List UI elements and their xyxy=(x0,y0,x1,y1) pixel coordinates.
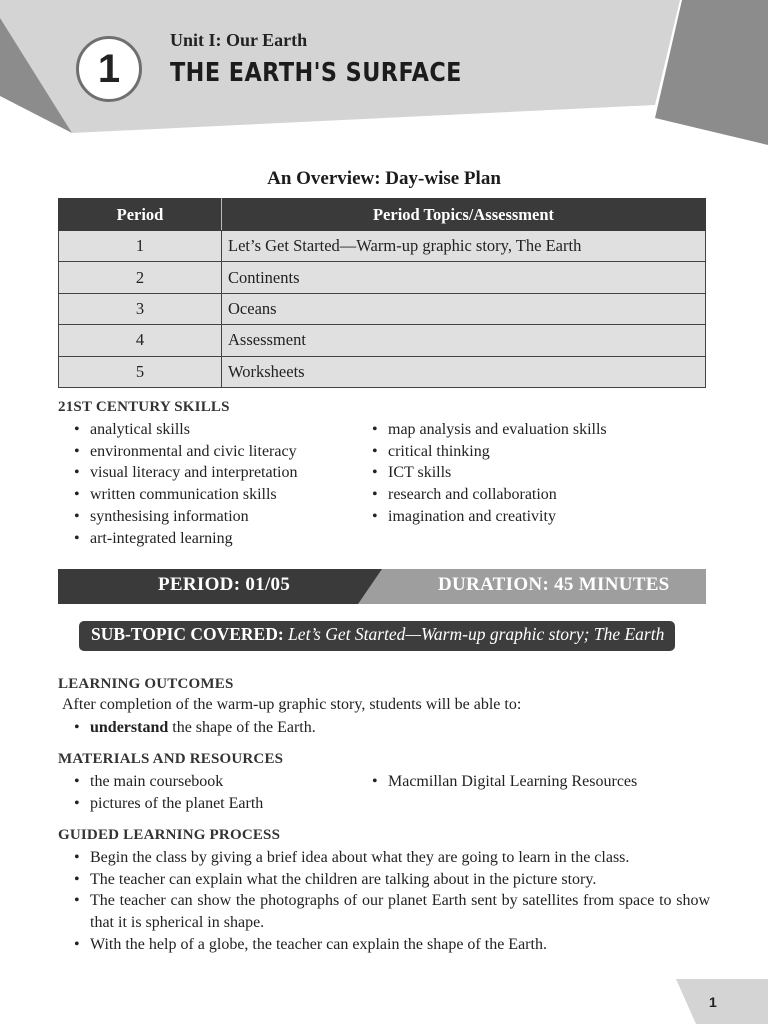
skills-heading: 21ST CENTURY SKILLS xyxy=(58,399,230,415)
period-cell: 3 xyxy=(59,293,222,324)
duration-label: DURATION: 45 MINUTES xyxy=(438,574,670,595)
list-item: • the main coursebook xyxy=(74,771,263,793)
unit-label: Unit I: Our Earth xyxy=(170,30,308,50)
period-cell: 4 xyxy=(59,325,222,356)
list-item: • synthesising information xyxy=(74,506,297,528)
list-item: • visual literacy and interpretation xyxy=(74,462,297,484)
guided-list xyxy=(74,847,710,956)
list-item: • analytical skills xyxy=(74,419,297,441)
list-item: • Begin the class by giving a brief idea about what they are going to learn in the class. xyxy=(74,847,710,869)
table-row xyxy=(59,293,706,324)
materials-list-left xyxy=(74,771,263,814)
list-item: • environmental and civic literacy xyxy=(74,441,297,463)
period-cell: 2 xyxy=(59,262,222,293)
table-row xyxy=(59,356,706,387)
topic-cell: Worksheets xyxy=(222,356,706,387)
topic-cell: Oceans xyxy=(222,293,706,324)
topic-cell: Continents xyxy=(222,262,706,293)
skills-list-left xyxy=(74,419,297,549)
outcome-text: the shape of the Earth. xyxy=(168,719,316,736)
period-duration-bar xyxy=(58,569,706,604)
list-item: • imagination and creativity xyxy=(372,506,607,528)
list-item: • Macmillan Digital Learning Resources xyxy=(372,771,637,793)
subtopic-label: SUB-TOPIC COVERED: xyxy=(91,624,284,644)
chapter-title: THE EARTH'S SURFACE xyxy=(170,58,462,88)
table-row xyxy=(59,325,706,356)
overview-title: An Overview: Day-wise Plan xyxy=(267,168,501,189)
topic-cell: Let’s Get Started—Warm-up graphic story, The Earth xyxy=(222,231,706,262)
skills-list-right xyxy=(372,419,607,528)
list-item: • pictures of the planet Earth xyxy=(74,793,263,815)
topic-cell: Assessment xyxy=(222,325,706,356)
list-item: • art-integrated learning xyxy=(74,528,297,550)
outcome-verb: understand xyxy=(90,719,169,736)
subtopic-value: Let’s Get Started—Warm-up graphic story; The Earth xyxy=(288,624,665,644)
materials-heading: MATERIALS AND RESOURCES xyxy=(58,751,284,767)
table-row xyxy=(59,231,706,262)
chapter-number-badge: 1 xyxy=(76,36,142,102)
learning-outcomes-intro: After completion of the warm-up graphic story, students will be able to: xyxy=(62,696,522,713)
learning-outcomes-heading: LEARNING OUTCOMES xyxy=(58,676,234,692)
column-header-period: Period xyxy=(59,199,222,231)
list-item: • research and collaboration xyxy=(372,484,607,506)
list-item: • ICT skills xyxy=(372,462,607,484)
period-label: PERIOD: 01/05 xyxy=(158,574,291,595)
list-item: • critical thinking xyxy=(372,441,607,463)
page-number: 1 xyxy=(709,994,717,1010)
list-item: • With the help of a globe, the teacher can explain the shape of the Earth. xyxy=(74,934,710,956)
period-cell: 5 xyxy=(59,356,222,387)
learning-outcomes-list xyxy=(74,717,316,739)
list-item: • map analysis and evaluation skills xyxy=(372,419,607,441)
page-corner-shape xyxy=(668,979,768,1024)
list-item xyxy=(74,717,316,739)
materials-list-right xyxy=(372,771,637,793)
guided-heading: GUIDED LEARNING PROCESS xyxy=(58,827,281,843)
column-header-topics: Period Topics/Assessment xyxy=(222,199,706,231)
subtopic-banner xyxy=(79,621,675,651)
table-row xyxy=(59,262,706,293)
list-item: • written communication skills xyxy=(74,484,297,506)
list-item: • The teacher can show the photographs of our planet Earth sent by satellites from space to show that it is spherical in shape. xyxy=(74,890,710,933)
day-wise-plan-table xyxy=(58,198,706,388)
period-cell: 1 xyxy=(59,231,222,262)
list-item: • The teacher can explain what the children are talking about in the picture story. xyxy=(74,869,710,891)
table-header-row xyxy=(59,199,706,231)
